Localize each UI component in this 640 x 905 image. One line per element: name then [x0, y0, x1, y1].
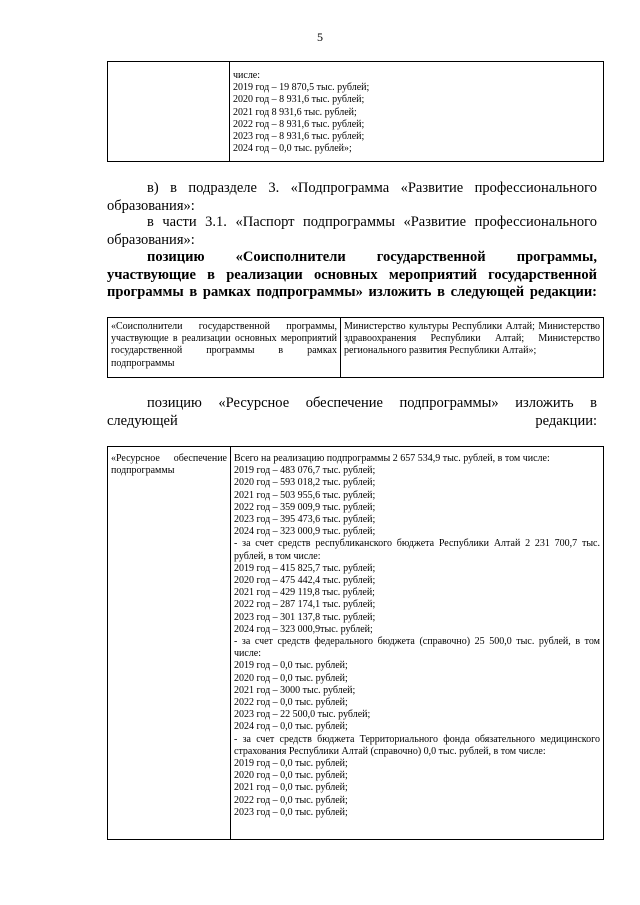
coexecutors-table [107, 317, 604, 378]
table1-line: числе: [233, 70, 261, 81]
coexecutors-list: Министерство культуры Республики Алтай; Министерство здравоохранения Республики Алтай; Министерство регионального развития Республики Алтай»; [341, 318, 604, 378]
year-line: 2020 год – 0,0 тыс. рублей; [234, 770, 348, 782]
year-line: 2022 год – 0,0 тыс. рублей; [234, 794, 348, 806]
year-line: 2021 год – 0,0 тыс. рублей; [234, 782, 348, 794]
year-line: 2020 год – 593 018,2 тыс. рублей; [234, 477, 376, 489]
paragraph-coexecutors: позицию «Соисполнители государственной программы, участвующие в реализации основных мероприятий государственной программы в рамках подпрограммы» изложить в следующей редакции: [107, 249, 597, 300]
year-line: 2019 год – 415 825,7 тыс. рублей; [234, 562, 376, 574]
year-line: 2024 год – 0,0 тыс. рублей; [234, 721, 348, 733]
year-line: 2022 год – 359 009,9 тыс. рублей; [234, 501, 376, 513]
year-line: 2019 год – 0,0 тыс. рублей; [234, 660, 348, 672]
page-number: 5 [317, 30, 323, 44]
year-line: 2022 год – 287 174,1 тыс. рублей; [234, 599, 376, 611]
resources-table [107, 446, 604, 840]
paragraph-subsection-3: в) в подразделе 3. «Подпрограмма «Развитие профессионального образования»: [107, 180, 597, 214]
resources-label: «Ресурсное обеспечение подпрограммы [108, 447, 231, 840]
year-line: 2022 год – 0,0 тыс. рублей; [234, 697, 348, 709]
paragraph-resources: позицию «Ресурсное обеспечение подпрограммы» изложить в следующей редакции: [107, 395, 597, 429]
year-line: 2020 год – 0,0 тыс. рублей; [234, 672, 348, 684]
coexecutors-label: «Соисполнители государственной программы, участвующие в реализации основных мероприятий государственной программы в рамках подпрограммы [108, 318, 341, 378]
table1-right-cell [230, 62, 604, 162]
year-line: 2023 год – 0,0 тыс. рублей; [234, 806, 348, 818]
year-line: 2019 год – 483 076,7 тыс. рублей; [234, 465, 376, 477]
year-line: 2023 год – 395 473,6 тыс. рублей; [234, 514, 376, 526]
table1-line: 2021 год 8 931,6 тыс. рублей; [233, 106, 357, 118]
federal-budget-line: - за счет средств федерального бюджета (справочно) 25 500,0 тыс. рублей, в том числе: [234, 636, 600, 660]
table1-line: 2020 год – 8 931,6 тыс. рублей; [233, 94, 365, 106]
year-line: 2023 год – 301 137,8 тыс. рублей; [234, 611, 376, 623]
year-line: 2019 год – 0,0 тыс. рублей; [234, 758, 348, 770]
table1-line: 2024 год – 0,0 тыс. рублей»; [233, 143, 352, 155]
year-line: 2021 год – 3000 тыс. рублей; [234, 684, 356, 696]
year-line: 2024 год – 323 000,9тыс. рублей; [234, 623, 373, 635]
table1-line: 2022 год – 8 931,6 тыс. рублей; [233, 118, 365, 130]
funding-table-continuation [107, 61, 604, 162]
paragraph-part-3-1: в части 3.1. «Паспорт подпрограммы «Развитие профессионального образования»: [107, 214, 597, 248]
year-line: 2024 год – 323 000,9 тыс. рублей; [234, 526, 376, 538]
year-line: 2020 год – 475 442,4 тыс. рублей; [234, 575, 376, 587]
year-line: 2023 год – 22 500,0 тыс. рублей; [234, 709, 371, 721]
table1-line: 2019 год – 19 870,5 тыс. рублей; [233, 82, 370, 94]
total-line: Всего на реализацию подпрограммы 2 657 534,9 тыс. рублей, в том числе: [234, 453, 550, 464]
republic-budget-line: - за счет средств республиканского бюджета Республики Алтай 2 231 700,7 тыс. рублей, в том числе: [234, 538, 600, 562]
insurance-fund-line: - за счет средств бюджета Территориального фонда обязательного медицинского страхования Республики Алтай (справочно) 0,0 тыс. рублей, в том числе: [234, 733, 600, 757]
table1-left-cell [108, 62, 230, 162]
table1-line: 2023 год – 8 931,6 тыс. рублей; [233, 131, 365, 143]
resources-details [231, 447, 604, 840]
year-line: 2021 год – 429 119,8 тыс. рублей; [234, 587, 375, 599]
year-line: 2021 год – 503 955,6 тыс. рублей; [234, 489, 376, 501]
